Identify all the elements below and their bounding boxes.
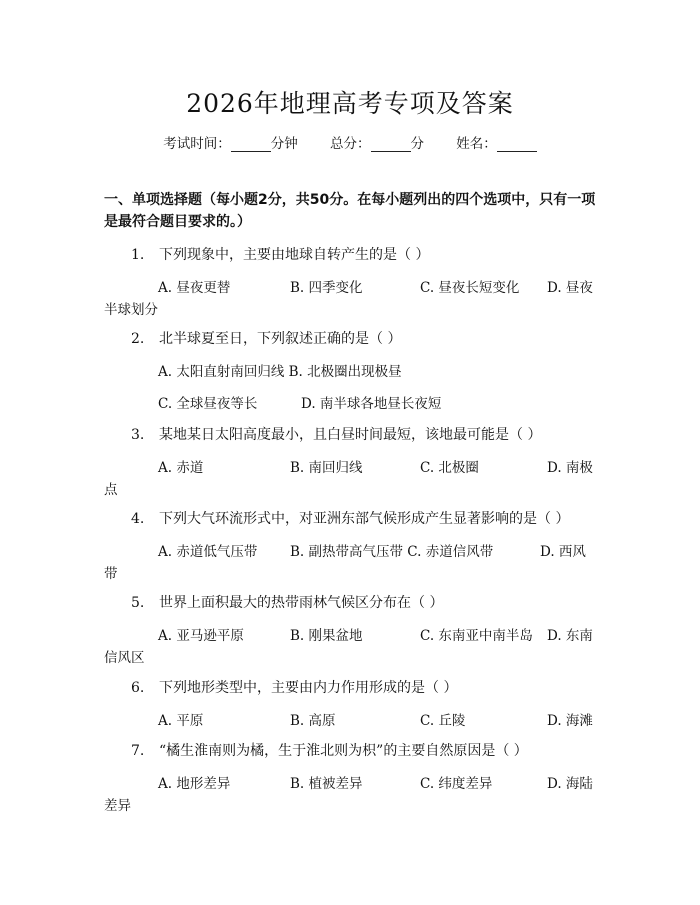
question-5	[131, 592, 443, 612]
option-c[interactable]: C. 北极圈	[420, 460, 479, 476]
question-text: 北半球夏至日，下列叙述正确的是（ ）	[159, 331, 402, 347]
option-c[interactable]: C. 全球昼夜等长	[158, 396, 258, 412]
option-d[interactable]: D. 东南	[547, 628, 593, 644]
question-2	[131, 328, 401, 348]
total-score-field	[330, 132, 424, 152]
option-c[interactable]: C. 东南亚中南半岛	[420, 628, 533, 644]
option-wrap-text: 半球划分	[104, 302, 158, 318]
question-number: 3.	[131, 427, 145, 443]
question-text: 下列地形类型中，主要由内力作用形成的是（ ）	[159, 680, 458, 696]
option-d[interactable]: D. 南极	[547, 460, 593, 476]
question-number: 7.	[131, 743, 145, 759]
option-b[interactable]: B. 刚果盆地	[290, 628, 363, 644]
option-b[interactable]: B. 植被差异	[290, 776, 363, 792]
exam-time-unit: 分钟	[270, 136, 298, 152]
option-b-c[interactable]: B. 副热带高气压带 C. 赤道信风带	[290, 544, 494, 560]
question-number: 5.	[131, 595, 145, 611]
page-title: 2026年地理高考专项及答案	[186, 89, 514, 118]
option-b[interactable]: B. 南回归线	[290, 460, 363, 476]
option-d[interactable]: D. 南半球各地昼长夜短	[301, 396, 442, 412]
question-text: 下列现象中，主要由地球自转产生的是（ ）	[159, 247, 430, 263]
option-a[interactable]: A. 昼夜更替	[158, 280, 231, 296]
option-a[interactable]: A. 赤道	[158, 460, 204, 476]
option-a[interactable]: A. 地形差异	[158, 776, 231, 792]
student-name-field	[456, 132, 537, 152]
option-d[interactable]: D. 西风	[540, 544, 586, 560]
option-c[interactable]: C. 丘陵	[420, 713, 466, 729]
option-wrap-text: 差异	[104, 798, 131, 814]
option-a[interactable]: A. 赤道低气压带	[158, 544, 258, 560]
exam-time-field	[163, 132, 298, 152]
section-heading: 一、单项选择题（每小题2分，共50分。在每小题列出的四个选项中，只有一项是最符合题目要求的。）	[104, 192, 596, 230]
question-text: “橘生淮南则为橘，生于淮北则为枳”的主要自然原因是（ ）	[159, 743, 528, 759]
question-text: 某地某日太阳高度最小，且白昼时间最短，该地最可能是（ ）	[159, 427, 542, 443]
total-score-blank[interactable]	[371, 139, 411, 152]
student-name-blank[interactable]	[497, 139, 537, 152]
option-wrap-text: 带	[104, 566, 118, 582]
option-d[interactable]: D. 海滩	[547, 713, 593, 729]
question-4	[131, 508, 569, 528]
question-number: 4.	[131, 511, 145, 527]
option-a[interactable]: A. 平原	[158, 713, 204, 729]
question-text: 世界上面积最大的热带雨林气候区分布在（ ）	[159, 595, 444, 611]
question-number: 1.	[131, 247, 145, 263]
total-score-label: 总分：	[330, 136, 371, 152]
question-7	[131, 740, 528, 760]
option-a[interactable]: A. 亚马逊平原	[158, 628, 244, 644]
question-1	[131, 244, 429, 264]
exam-time-blank[interactable]	[231, 139, 271, 152]
option-b[interactable]: B. 高原	[290, 713, 336, 729]
option-d[interactable]: D. 海陆	[547, 776, 593, 792]
exam-info-line	[0, 132, 700, 152]
total-score-unit: 分	[410, 136, 424, 152]
option-c[interactable]: C. 纬度差异	[420, 776, 493, 792]
question-text: 下列大气环流形式中，对亚洲东部气候形成产生显著影响的是（ ）	[159, 511, 570, 527]
option-wrap-text: 信风区	[104, 650, 145, 666]
question-number: 2.	[131, 331, 145, 347]
question-number: 6.	[131, 680, 145, 696]
option-a-b[interactable]: A. 太阳直射南回归线 B. 北极圈出现极昼	[158, 364, 402, 380]
question-6	[131, 677, 457, 697]
option-wrap-text: 点	[104, 482, 118, 498]
option-b[interactable]: B. 四季变化	[290, 280, 363, 296]
question-3	[131, 424, 541, 444]
option-c[interactable]: C. 昼夜长短变化	[420, 280, 520, 296]
student-name-label: 姓名：	[456, 136, 497, 152]
option-d[interactable]: D. 昼夜	[547, 280, 593, 296]
exam-time-label: 考试时间：	[163, 136, 231, 152]
